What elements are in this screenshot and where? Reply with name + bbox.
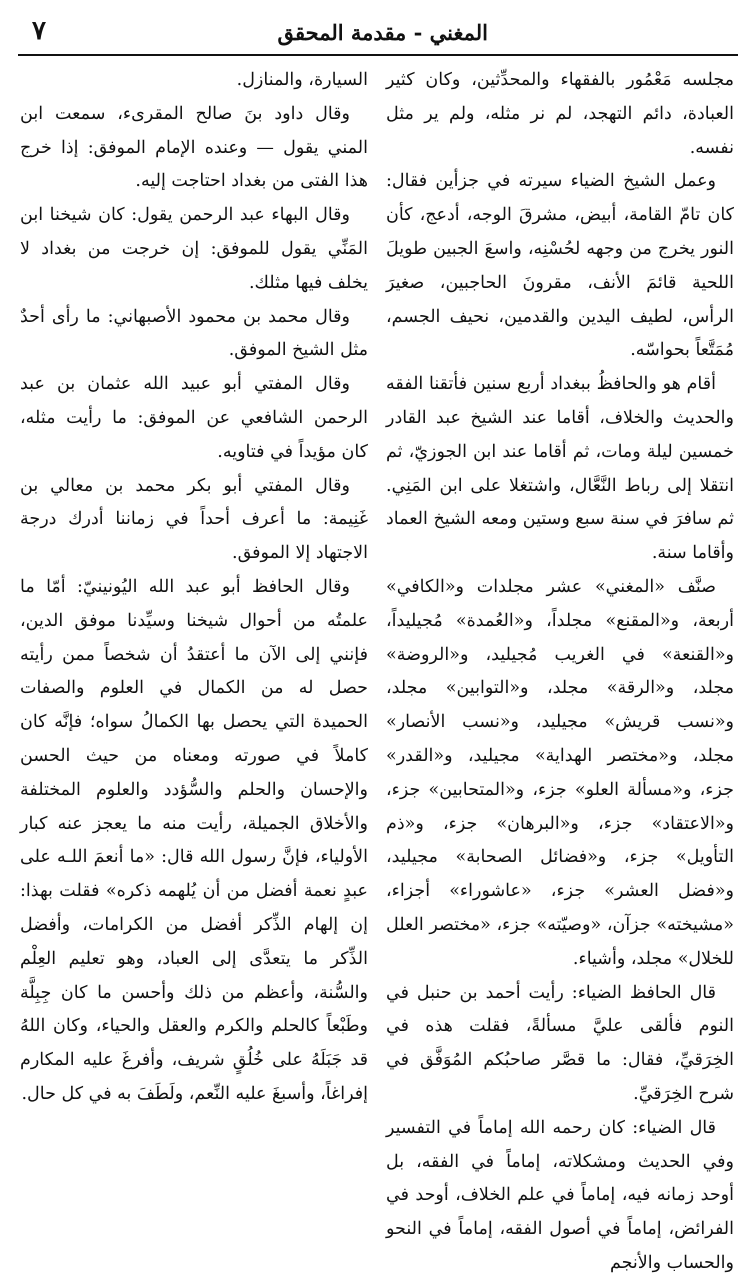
page-number: ٧ <box>32 16 46 46</box>
paragraph: وقال المفتي أبو عبيد الله عثمان بن عبد الرحمن الشافعي عن الموفق: ما رأيت مثله، كان مؤيداً في فتاويه. <box>20 374 368 462</box>
paragraph: أقام هو والحافظُ ببغداد أربع سنين فأتقنا الفقه والحديث والخلاف، أقاما عند الشيخ عبد القادر خمسين ليلة ومات، ثم أقاما عند ابن الجوزيّ، ثم انتقلا إلى رباط النَّعَّال، واشتغلا على ابن المَنِي. ثم سافرَ في سنة سبع وستين ومعه الشيخ العماد وأقاما سنة. <box>386 374 734 564</box>
text-columns <box>18 64 734 1273</box>
running-title: المغني - مقدمة المحقق <box>277 20 488 45</box>
paragraph: وقال البهاء عبد الرحمن يقول: كان شيخنا ابن المَنِّي يقول للموفق: إن خرجت من بغداد لا يخلف فيها مثلك. <box>20 205 368 293</box>
left-column <box>20 64 368 1104</box>
paragraph: وقال داود بنَ صالح المقرىء، سمعت ابن المني يقول — وعنده الإمام الموفق: إذا خرج هذا الفتى من بغداد احتاجت إليه. <box>20 103 368 192</box>
right-column <box>386 64 734 1273</box>
paragraph: وعمل الشيخ الضياء سيرته في جزأين فقال: كان تامّ القامة، أبيض، مشرقَ الوجه، أدعج، كأن النور يخرج من وجهه لحُسْنِه، واسعَ الجبين طويلَ اللحية قائمَ الأنف، مقرونَ الحاجبين، صغيرَ الرأس، لطيف اليدين والقدمين، نحيف الجسم، مُمَتَّعاً بحواسّه. <box>386 171 734 361</box>
paragraph: وقال المفتي أبو بكر محمد بن معالي بن غَنِيمة: ما أعرف أحداً في زماننا أدرك درجة الاجتهاد إلا الموفق. <box>20 475 368 564</box>
paragraph: مجلسه مَعْمُور بالفقهاء والمحدِّثين، وكان كثير العبادة، دائم التهجد، لم نر مثله، ولم ير مثل نفسه. <box>386 70 734 158</box>
paragraph: وقال محمد بن محمود الأصبهاني: ما رأى أحدٌ مثل الشيخ الموفق. <box>20 306 368 361</box>
paragraph: السيارة، والمنازل. <box>236 70 368 90</box>
paragraph: قال الضياء: كان رحمه الله إماماً في التفسير وفي الحديث ومشكلاته، إماماً في الفقه، بل أوحد زمانه فيه، إماماً في علم الخلاف، أوحد في الفرائض، إماماً في أصول الفقه، إماماً في النحو والحساب والأنجم <box>386 1117 734 1273</box>
paragraph: قال الحافظ الضياء: رأيت أحمد بن حنبل في النوم فألقى عليَّ مسألةً، فقلت هذه في الخِرَقيِّ، فقال: ما قصَّر صاحبُكم المُوَفَّق في شرح الخِرَقيِّ. <box>386 982 734 1104</box>
page-header <box>18 14 738 56</box>
paragraph: وقال الحافظ أبو عبد الله اليُونينيّ: أمّا ما علمتُه من أحوال شيخنا وسيِّدنا موفق الدين، فإنني إلى الآن ما أعتقدُ أن شخصاً ممن رأيته حصل له من الكمال في العلوم والصفات الحميدة التي يحصل بها الكمالُ سواه؛ فإنَّه كان كاملاً في صورته ومعناه من حيث الحسن والإحسان والحلم والسُّؤدد والعلوم المختلفة والأخلاق الجميلة، رأيت منه ما يعجز عنه كبار الأولياء، فإنَّ رسول الله قال: «ما أنعمَ اللـه على عبدٍ نعمة أفضل من أن يُلهمه ذكره» فقلت بهذا: إن إلهام الذِّكر أفضل من الكرامات، وأفضل الذِّكر ما يتعدَّى إلى العباد، وهو تعليم العِلْم والسُّنة، وأعظم من ذلك وأحسن ما كان جِبِلَّة وطَبْعاً كالحلم والكرم والعقل والحياء، وكان اللهُ قد جَبَلَهُ على خُلُقٍ شريف، وأفرغَ عليه المكارم إفراغاً، وأسبغَ عليه النِّعم، ولَطَفَ به في كل حال. <box>20 576 368 1104</box>
paragraph: صنَّف «المغني» عشر مجلدات و«الكافي» أربعة، و«المقنع» مجلداً، و«العُمدة» مُجيليداً، و«القنعة» في الغريب مُجيليد، و«الروضة» مجلد، و«الرقة» مجلد، و«التوابين» مجلد، و«نسب قريش» مجيليد، و«نسب الأنصار» مجلد، و«مختصر الهداية» مجيليد، و«القدر» جزء، و«مسألة العلو» جزء، و«المتحابين» جزء، و«الاعتقاد» جزء، و«البرهان» جزء، و«ذم التأويل» جزء، و«فضائل الصحابة» مجيليد، و«فضل العشر» جزء، «عاشوراء» أجزاء، «مشيخته» جزآن، «وصيّته» جزء، «مختصر العلل للخلال» مجلد، وأشياء. <box>386 576 734 969</box>
